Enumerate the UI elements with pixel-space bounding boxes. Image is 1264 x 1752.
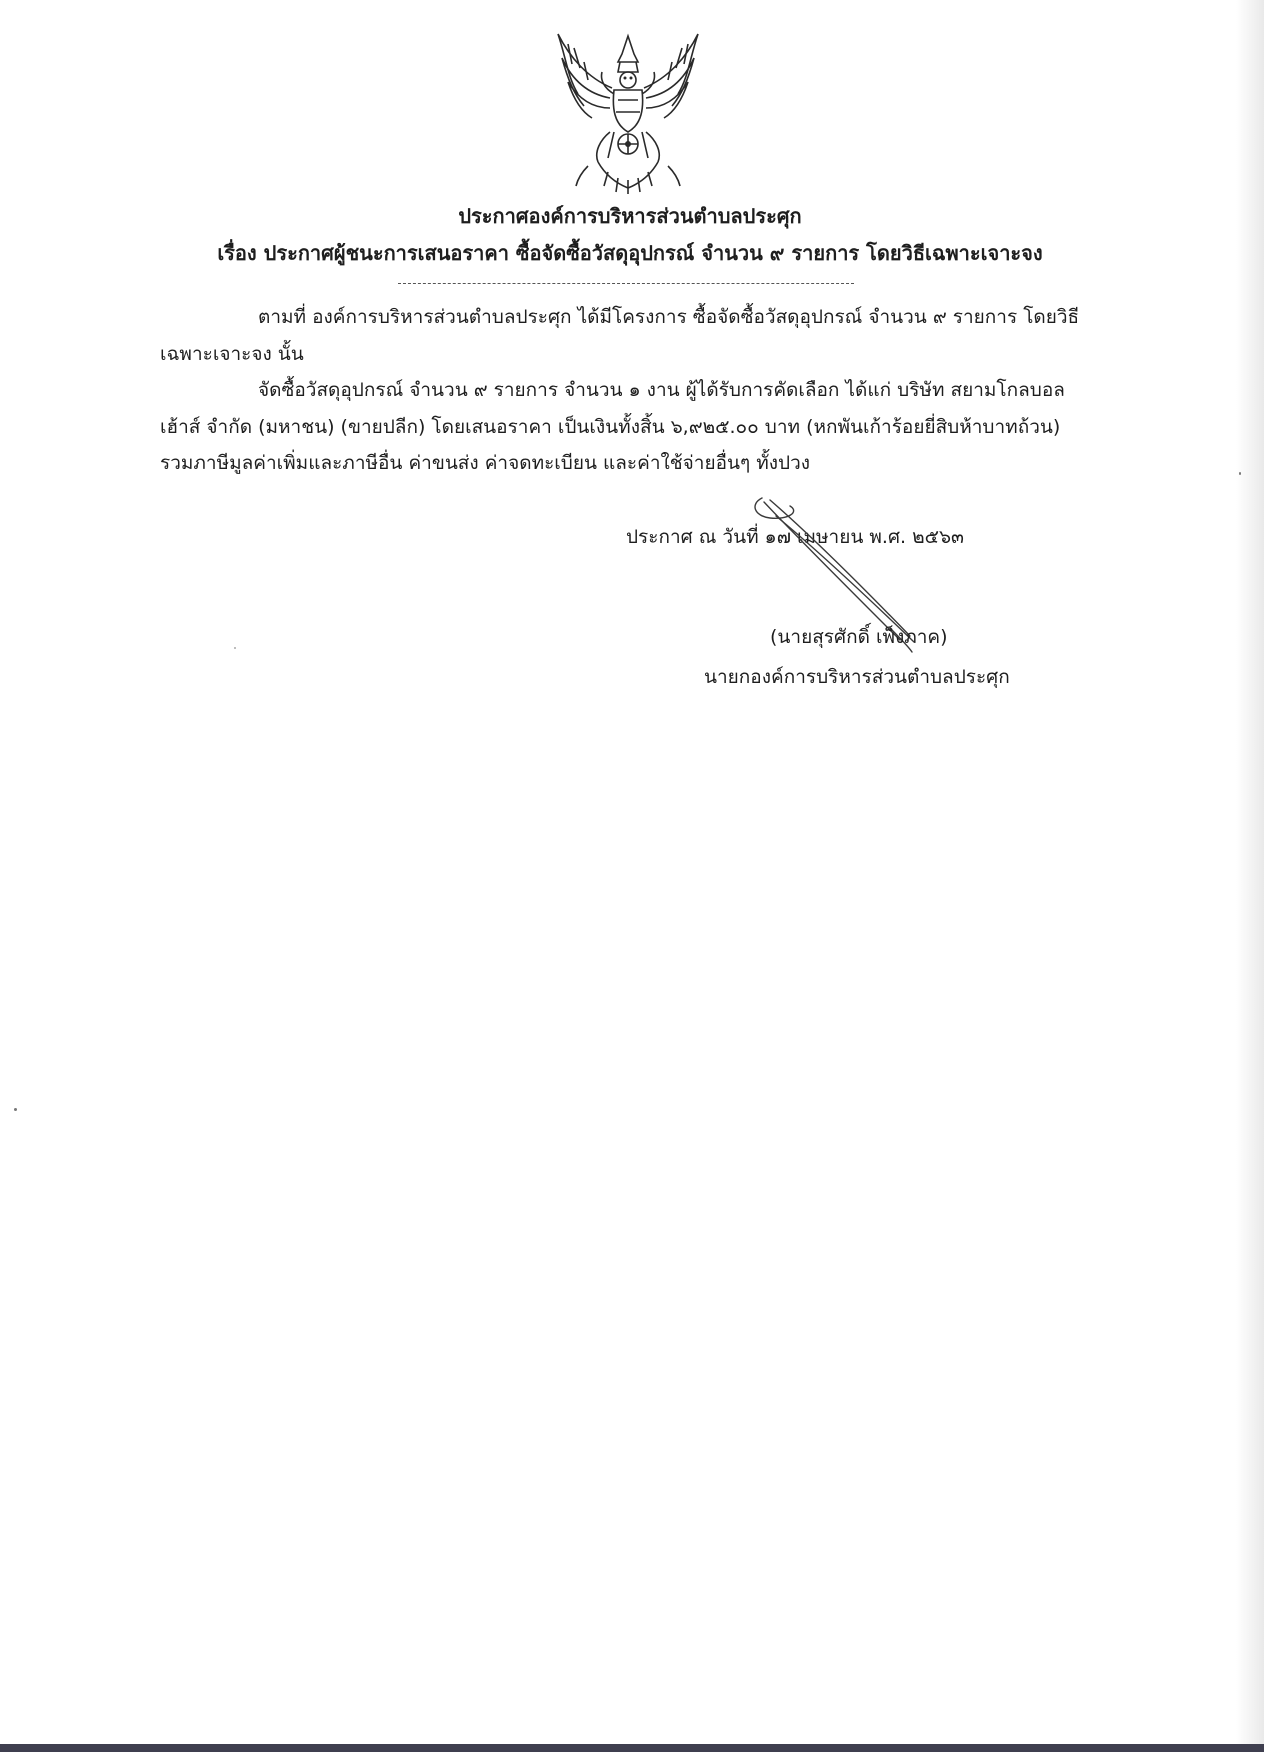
signer-title: นายกองค์การบริหารส่วนตำบลประศุก bbox=[704, 666, 1010, 688]
announcement-organization-title: ประกาศองค์การบริหารส่วนตำบลประศุก bbox=[458, 204, 802, 228]
scan-edge bbox=[1236, 0, 1264, 1752]
paragraph1-line1: ตามที่ องค์การบริหารส่วนตำบลประศุก ได้มีโครงการ ซื้อจัดซื้อวัสดุอุปกรณ์ จำนวน ๙ รายการ โดยวิธี bbox=[258, 306, 1080, 328]
announcement-date: ประกาศ ณ วันที่ ๑๗ เมษายน พ.ศ. ๒๕๖๓ bbox=[626, 526, 965, 548]
garuda-emblem-icon bbox=[548, 28, 708, 198]
announcement-subject-title: เรื่อง ประกาศผู้ชนะการเสนอราคา ซื้อจัดซื้อวัสดุอุปกรณ์ จำนวน ๙ รายการ โดยวิธีเฉพาะเจาะจง bbox=[217, 241, 1043, 265]
paragraph2-line2: เฮ้าส์ จำกัด (มหาชน) (ขายปลีก) โดยเสนอราคา เป็นเงินทั้งสิ้น ๖,๙๒๕.๐๐ บาท (หกพันเก้าร้อยยี่สิบห้าบาทถ้วน) bbox=[160, 416, 1061, 438]
paragraph2-line1: จัดซื้อวัสดุอุปกรณ์ จำนวน ๙ รายการ จำนวน ๑ งาน ผู้ได้รับการคัดเลือก ได้แก่ บริษัท สยามโกลบอล bbox=[258, 379, 1065, 401]
scan-speck bbox=[1239, 472, 1241, 475]
scan-bottom-edge bbox=[0, 1744, 1264, 1752]
signer-name: (นายสุรศักดิ์ เพ็งภาค) bbox=[770, 626, 948, 648]
scan-speck bbox=[234, 647, 236, 649]
paragraph2-line3: รวมภาษีมูลค่าเพิ่มและภาษีอื่น ค่าขนส่ง ค่าจดทะเบียน และค่าใช้จ่ายอื่นๆ ทั้งปวง bbox=[160, 452, 811, 474]
scan-speck bbox=[14, 1108, 17, 1111]
header-divider bbox=[398, 283, 854, 284]
paragraph1-line2: เฉพาะเจาะจง นั้น bbox=[160, 343, 304, 365]
